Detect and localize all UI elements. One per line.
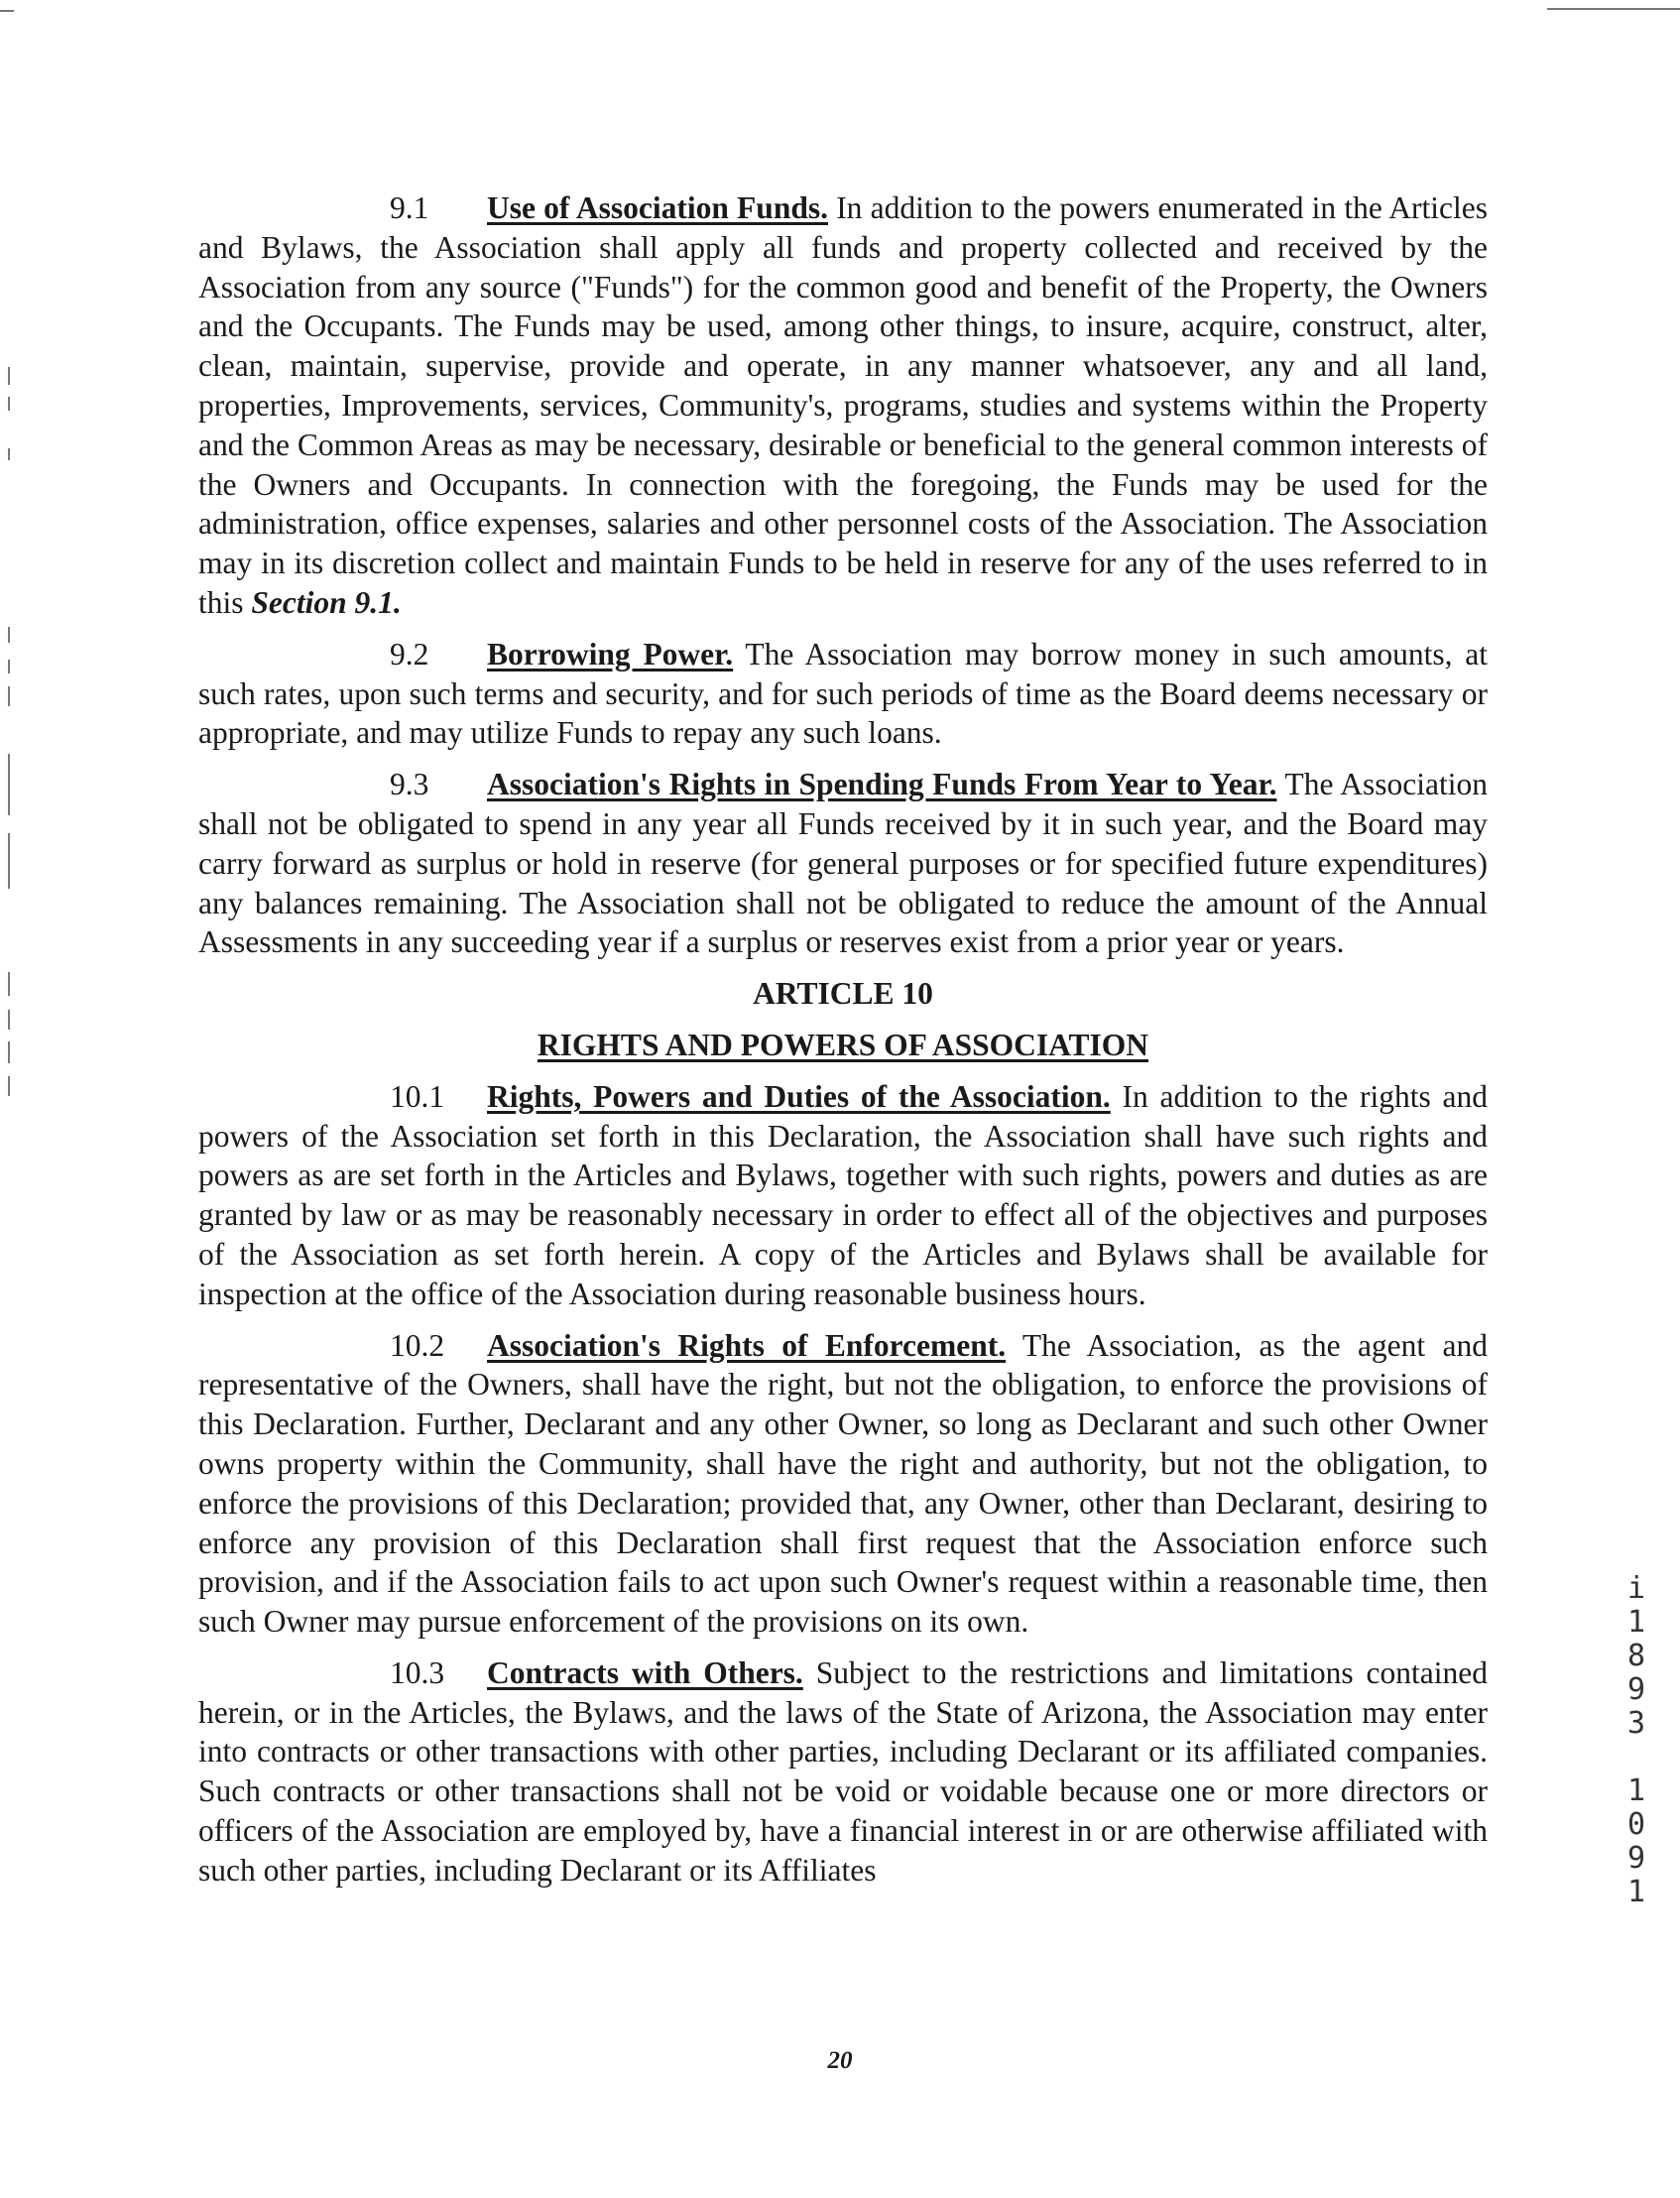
section-text: In addition to the rights and powers of the Association set forth in this Declaration, the Association shall have such rights and powers as are set forth in the Articles and Bylaws, together with such rights, powers and duties as are granted by law or as may be reasonably necessary in order to effect all of the objectives and purposes of the Association as set forth herein. A copy of the Articles and Bylaws shall be available for inspection at the office of the Association during reasonable business hours. <box>198 1078 1489 1311</box>
section-number: 10.2 <box>390 1327 445 1363</box>
scan-margin-mark <box>8 448 10 460</box>
section-9-1 <box>198 188 1488 623</box>
section-text: Subject to the restrictions and limitations contained herein, or in the Articles, the Bylaws, and the laws of the State of Arizona, the Association may enter into contracts or other transactions with other parties, including Declarant or its affiliated companies. Such contracts or other transactions shall not be void or voidable because one or more directors or officers of the Association are employed by, have a financial interest in or are otherwise affiliated with such other parties, including Declarant or its Affiliates <box>198 1654 1488 1888</box>
page-number: 20 <box>827 2047 853 2074</box>
section-number: 10.3 <box>390 1654 445 1690</box>
section-text: The Association shall not be obligated to spend in any year all Funds received by it in such year, and the Board may carry forward as surplus or hold in reserve (for general purposes or for specified future expenditures) any balances remaining. The Association shall not be obligated to reduce the amount of the Annual Assessments in any succeeding year if a surplus or reserves exist from a prior year or years. <box>198 767 1489 960</box>
section-9-3 <box>198 765 1488 962</box>
recording-number-stamp <box>1619 1572 1654 1909</box>
stamp-digit: 3 <box>1626 1706 1646 1741</box>
section-title: Contracts with Others. <box>487 1654 803 1690</box>
scan-margin-mark <box>8 1041 10 1063</box>
stamp-digit: 9 <box>1626 1672 1646 1707</box>
stamp-digit: i <box>1626 1571 1646 1606</box>
stamp-digit: 1 <box>1626 1773 1646 1808</box>
section-text: The Association, as the agent and representative of the Owners, shall have the right, but not the obligation, to enforce the provisions of this Declaration. Further, Declarant and any other Owner, so long as Declarant and such other Owner owns property within the Community, shall have the right and authority, but not the obligation, to enforce the provisions of this Declaration; provided that, any Owner, other than Declarant, desiring to enforce any provision of this Declaration shall first request that the Association enforce such provision, and if the Association fails to act upon such Owner's request within a reasonable time, then such Owner may pursue enforcement of the provisions on its own. <box>198 1327 1488 1640</box>
section-text: The Association may borrow money in such amounts, at such rates, upon such terms and security, and for such periods of time as the Board deems necessary or appropriate, and may utilize Funds to repay any such loans. <box>198 636 1488 751</box>
article-title: RIGHTS AND POWERS OF ASSOCIATION <box>537 1027 1149 1062</box>
stamp-digit: 0 <box>1626 1807 1646 1842</box>
section-10-2 <box>198 1326 1488 1642</box>
stamp-digit: 8 <box>1626 1639 1646 1673</box>
scan-margin-mark <box>8 1010 10 1030</box>
scan-edge-mark <box>1547 8 1680 10</box>
stamp-digit: 1 <box>1626 1605 1646 1640</box>
scan-margin-mark <box>8 397 10 411</box>
stamp-digit: 9 <box>1626 1841 1646 1876</box>
scan-margin-mark <box>8 367 10 385</box>
scan-margin-mark <box>8 1076 10 1096</box>
section-9-2 <box>198 635 1488 753</box>
scan-edge-mark <box>0 10 14 12</box>
section-text: In addition to the powers enumerated in the Articles and Bylaws, the Association shall apply all funds and property collected and received by the Association from any source ("Funds") for the common good and benefit of the Property, the Owners and the Occupants. The Funds may be used, among other things, to insure, acquire, construct, alter, clean, maintain, supervise, provide and operate, in any manner whatsoever, any and all land, properties, Improvements, services, Community's, programs, studies and systems within the Property and the Common Areas as may be necessary, desirable or beneficial to the general common interests of the Owners and Occupants. In connection with the foregoing, the Funds may be used for the administration, office expenses, salaries and other personnel costs of the Association. The Association may in its discretion collect and maintain Funds to be held in reserve for any of the uses referred to in this <box>198 190 1488 620</box>
scan-margin-mark <box>8 833 10 889</box>
section-title: Association's Rights of Enforcement. <box>487 1327 1007 1363</box>
section-reference: Section 9.1. <box>251 584 402 620</box>
section-title: Association's Rights in Spending Funds From Year to Year. <box>487 767 1277 802</box>
section-title: Use of Association Funds. <box>487 190 828 225</box>
section-number: 9.1 <box>390 190 429 225</box>
section-number: 9.2 <box>390 636 429 672</box>
section-number: 9.3 <box>390 767 429 802</box>
section-10-3 <box>198 1653 1488 1891</box>
scan-margin-mark <box>8 686 10 706</box>
section-title: Borrowing Power. <box>487 636 734 672</box>
document-body <box>198 188 1488 1902</box>
section-10-1 <box>198 1077 1488 1314</box>
scan-margin-mark <box>8 660 10 673</box>
article-label: ARTICLE 10 <box>753 976 933 1012</box>
scan-margin-mark <box>8 754 10 815</box>
section-title: Rights, Powers and Duties of the Association. <box>487 1078 1111 1114</box>
scan-margin-mark <box>8 627 10 643</box>
stamp-digit: 1 <box>1626 1875 1646 1909</box>
scan-margin-mark <box>8 972 10 996</box>
section-number: 10.1 <box>390 1078 445 1114</box>
